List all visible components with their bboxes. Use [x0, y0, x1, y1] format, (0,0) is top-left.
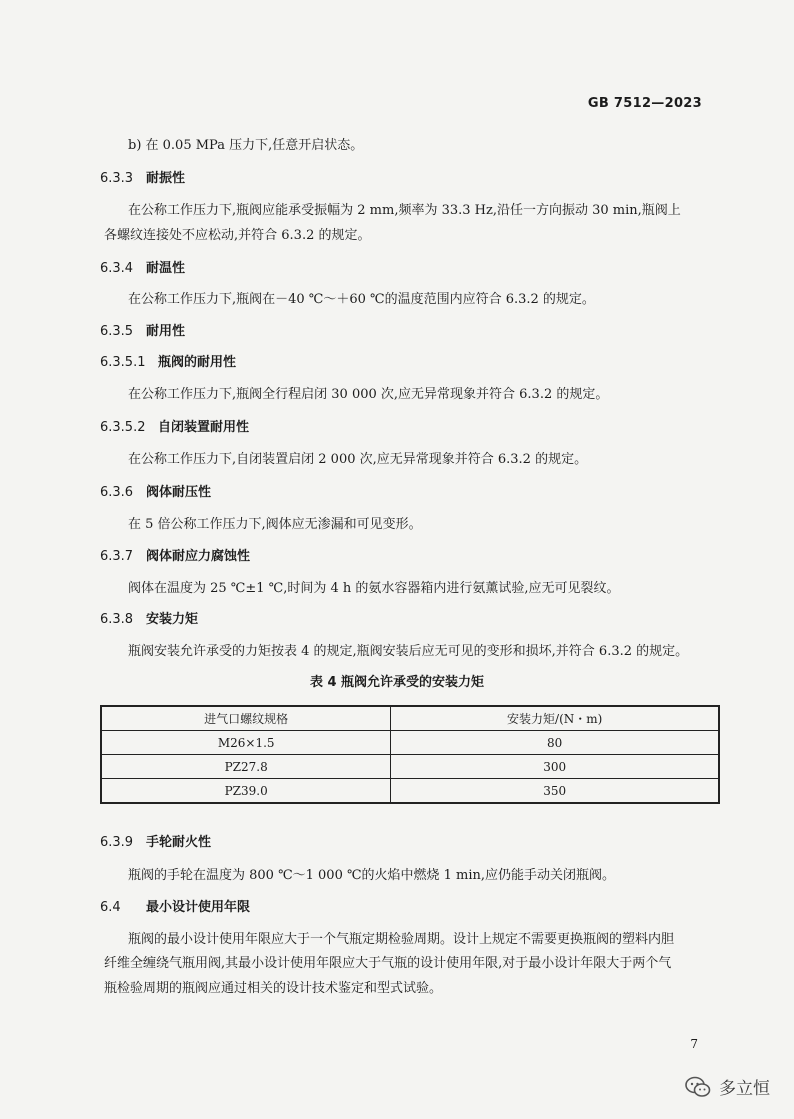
paragraph-6-3-3-line2: 各螺纹连接处不应松动,并符合 6.3.2 的规定。 — [104, 228, 371, 243]
section-number: 6.3.3 — [100, 171, 134, 186]
page-number: 7 — [690, 1037, 698, 1051]
section-heading-6-3-5 — [100, 320, 185, 339]
watermark-text: 多立恒 — [719, 1079, 770, 1099]
torque-cell: 80 — [391, 731, 719, 755]
section-number: 6.3.5 — [100, 324, 134, 339]
section-heading-6-4 — [100, 896, 250, 915]
wechat-icon — [685, 1076, 711, 1098]
list-item-b: b) 在 0.05 MPa 压力下,任意开启状态。 — [128, 138, 364, 153]
thread-spec-cell: M26×1.5 — [101, 731, 391, 755]
section-number: 6.4 — [100, 900, 121, 915]
table-row — [101, 731, 719, 755]
paragraph-6-4-line1: 瓶阀的最小设计使用年限应大于一个气瓶定期检验周期。设计上规定不需要更换瓶阀的塑料内胆 — [128, 932, 675, 947]
section-number: 6.3.5.1 — [100, 355, 146, 370]
paragraph-6-3-5-2: 在公称工作压力下,自闭装置启闭 2 000 次,应无异常现象并符合 6.3.2 的规定。 — [128, 452, 588, 467]
section-number: 6.3.5.2 — [100, 420, 146, 435]
section-title: 手轮耐火性 — [146, 835, 212, 850]
section-title: 阀体耐压性 — [146, 485, 212, 500]
section-number: 6.3.9 — [100, 835, 134, 850]
thread-spec-cell: PZ39.0 — [101, 779, 391, 804]
table-row — [101, 779, 719, 804]
table-header-row — [101, 706, 719, 731]
section-title: 安装力矩 — [146, 612, 199, 627]
column-header-thread-spec: 进气口螺纹规格 — [101, 706, 391, 731]
table-row — [101, 755, 719, 779]
section-title: 最小设计使用年限 — [146, 900, 251, 915]
torque-table — [100, 705, 720, 804]
section-heading-6-3-7 — [100, 545, 250, 564]
section-number: 6.3.7 — [100, 549, 134, 564]
section-title: 自闭装置耐用性 — [158, 420, 250, 435]
section-title: 阀体耐应力腐蚀性 — [146, 549, 251, 564]
paragraph-6-3-4: 在公称工作压力下,瓶阀在－40 ℃～＋60 ℃的温度范围内应符合 6.3.2 的规定。 — [128, 292, 595, 307]
section-number: 6.3.6 — [100, 485, 134, 500]
thread-spec-cell: PZ27.8 — [101, 755, 391, 779]
section-heading-6-3-4 — [100, 257, 185, 276]
section-heading-6-3-8 — [100, 608, 198, 627]
paragraph-6-4-line2: 纤维全缠绕气瓶用阀,其最小设计使用年限应大于气瓶的设计使用年限,对于最小设计年限大于两个气 — [104, 956, 672, 971]
section-number: 6.3.4 — [100, 261, 134, 276]
watermark — [685, 1074, 770, 1099]
section-heading-6-3-3 — [100, 167, 185, 186]
section-title: 耐振性 — [146, 171, 186, 186]
section-title: 瓶阀的耐用性 — [158, 355, 237, 370]
torque-cell: 350 — [391, 779, 719, 804]
section-heading-6-3-6 — [100, 481, 211, 500]
paragraph-6-3-8: 瓶阀安装允许承受的力矩按表 4 的规定,瓶阀安装后应无可见的变形和损坏,并符合 6.3.2 的规定。 — [128, 644, 689, 659]
column-header-torque: 安装力矩/(N・m) — [391, 706, 719, 731]
paragraph-6-3-3-line1: 在公称工作压力下,瓶阀应能承受振幅为 2 mm,频率为 33.3 Hz,沿任一方向振动 30 min,瓶阀上 — [128, 203, 681, 218]
paragraph-6-4-line3: 瓶检验周期的瓶阀应通过相关的设计技术鉴定和型式试验。 — [104, 981, 443, 996]
torque-cell: 300 — [391, 755, 719, 779]
section-title: 耐用性 — [146, 324, 186, 339]
section-heading-6-3-5-2 — [100, 416, 249, 435]
standard-code: GB 7512—2023 — [587, 96, 702, 111]
section-number: 6.3.8 — [100, 612, 134, 627]
section-heading-6-3-9 — [100, 831, 211, 850]
table-caption: 表 4 瓶阀允许承受的安装力矩 — [309, 675, 485, 690]
paragraph-6-3-9: 瓶阀的手轮在温度为 800 ℃～1 000 ℃的火焰中燃烧 1 min,应仍能手动关闭瓶阀。 — [128, 868, 616, 883]
section-title: 耐温性 — [146, 261, 186, 276]
paragraph-6-3-5-1: 在公称工作压力下,瓶阀全行程启闭 30 000 次,应无异常现象并符合 6.3.2 的规定。 — [128, 387, 609, 402]
paragraph-6-3-7: 阀体在温度为 25 ℃±1 ℃,时间为 4 h 的氨水容器箱内进行氨薰试验,应无可见裂纹。 — [128, 581, 620, 596]
paragraph-6-3-6: 在 5 倍公称工作压力下,阀体应无渗漏和可见变形。 — [128, 517, 422, 532]
section-heading-6-3-5-1 — [100, 351, 236, 370]
